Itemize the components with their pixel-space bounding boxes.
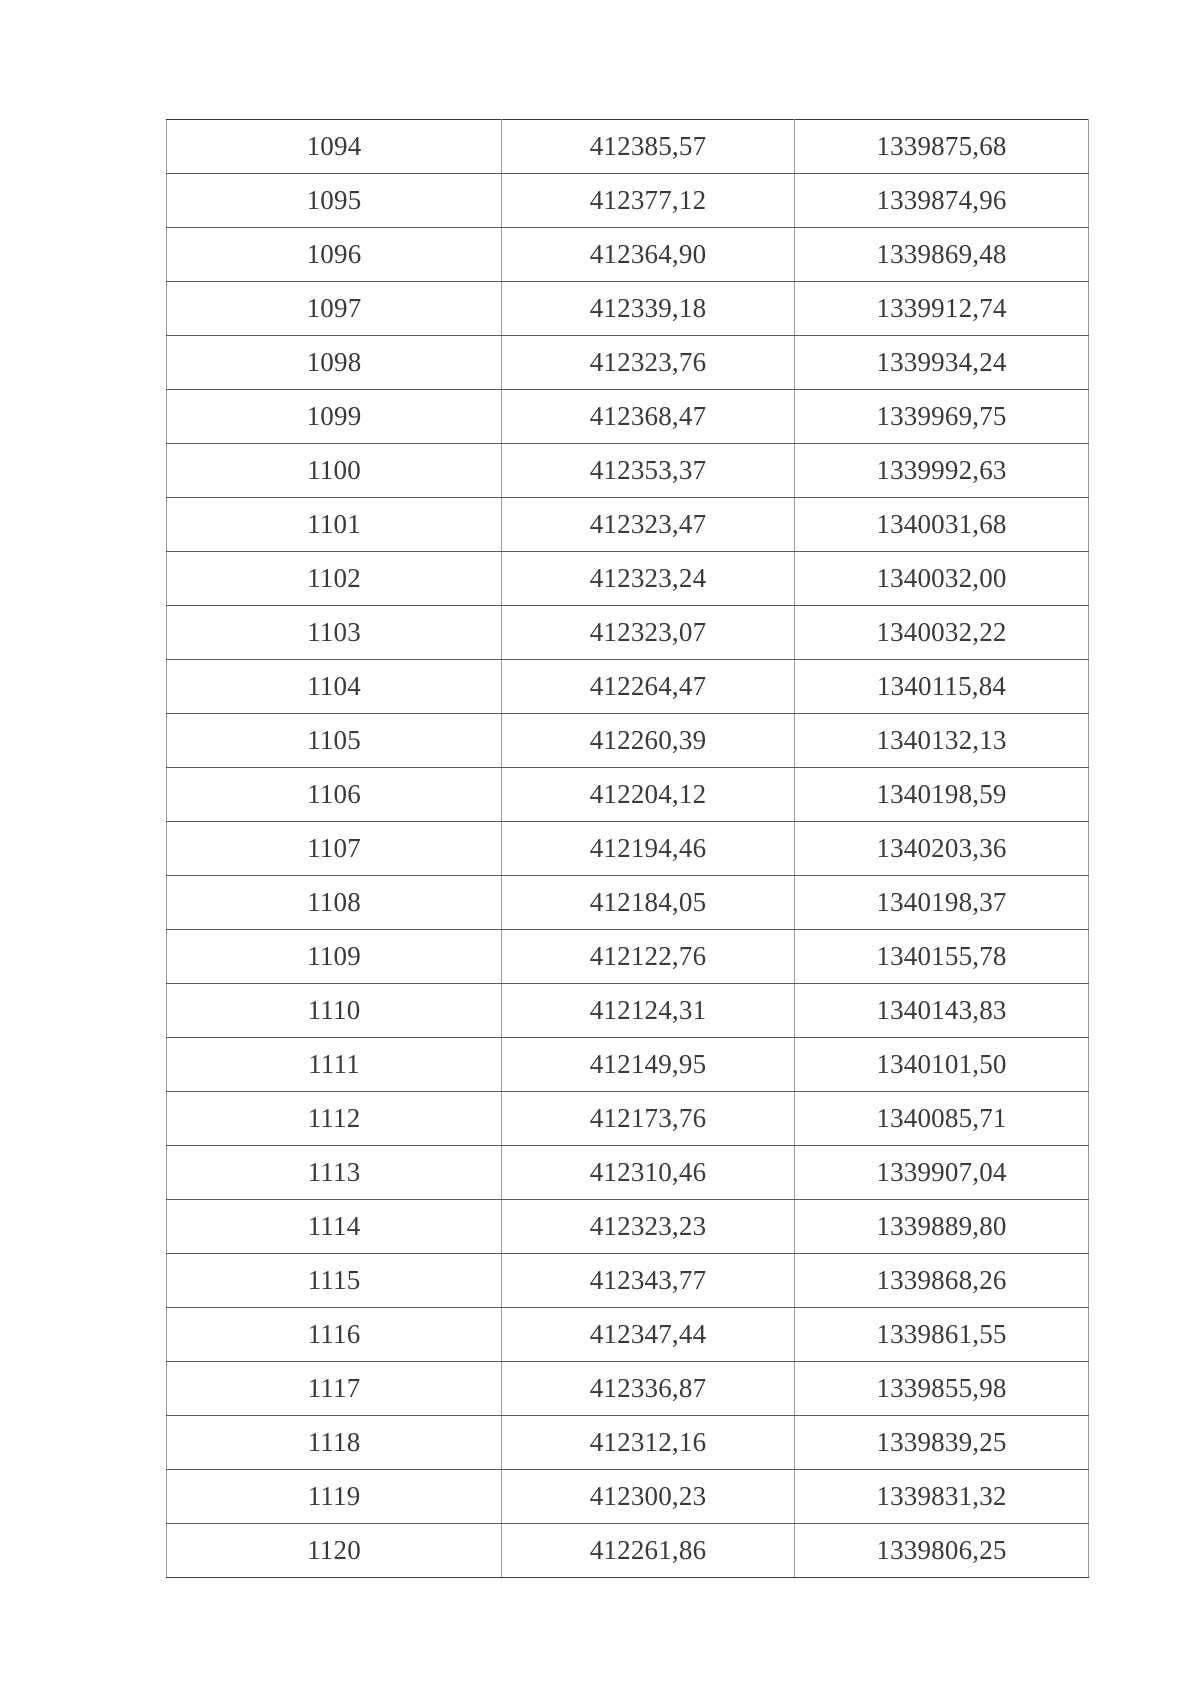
x-coordinate-cell: 412124,31 (502, 984, 795, 1038)
y-coordinate-cell: 1339969,75 (795, 390, 1089, 444)
x-coordinate-cell: 412323,23 (502, 1200, 795, 1254)
point-number-cell: 1117 (167, 1362, 502, 1416)
x-coordinate-cell: 412204,12 (502, 768, 795, 822)
x-coordinate-cell: 412194,46 (502, 822, 795, 876)
point-number-cell: 1095 (167, 174, 502, 228)
table-row (167, 930, 1089, 984)
table-row (167, 768, 1089, 822)
table-row (167, 228, 1089, 282)
x-coordinate-cell: 412368,47 (502, 390, 795, 444)
x-coordinate-cell: 412312,16 (502, 1416, 795, 1470)
x-coordinate-cell: 412300,23 (502, 1470, 795, 1524)
y-coordinate-cell: 1340155,78 (795, 930, 1089, 984)
table-row (167, 390, 1089, 444)
point-number-cell: 1106 (167, 768, 502, 822)
x-coordinate-cell: 412323,07 (502, 606, 795, 660)
y-coordinate-cell: 1340115,84 (795, 660, 1089, 714)
table-row (167, 822, 1089, 876)
y-coordinate-cell: 1340085,71 (795, 1092, 1089, 1146)
table-row (167, 1308, 1089, 1362)
x-coordinate-cell: 412323,47 (502, 498, 795, 552)
y-coordinate-cell: 1339861,55 (795, 1308, 1089, 1362)
table-row (167, 1038, 1089, 1092)
y-coordinate-cell: 1339868,26 (795, 1254, 1089, 1308)
y-coordinate-cell: 1339992,63 (795, 444, 1089, 498)
table-row (167, 336, 1089, 390)
point-number-cell: 1105 (167, 714, 502, 768)
table-row (167, 1470, 1089, 1524)
table-row (167, 1416, 1089, 1470)
y-coordinate-cell: 1339831,32 (795, 1470, 1089, 1524)
y-coordinate-cell: 1339889,80 (795, 1200, 1089, 1254)
y-coordinate-cell: 1340031,68 (795, 498, 1089, 552)
point-number-cell: 1104 (167, 660, 502, 714)
y-coordinate-cell: 1339839,25 (795, 1416, 1089, 1470)
point-number-cell: 1103 (167, 606, 502, 660)
point-number-cell: 1119 (167, 1470, 502, 1524)
point-number-cell: 1110 (167, 984, 502, 1038)
x-coordinate-cell: 412353,37 (502, 444, 795, 498)
y-coordinate-cell: 1339907,04 (795, 1146, 1089, 1200)
x-coordinate-cell: 412377,12 (502, 174, 795, 228)
y-coordinate-cell: 1340203,36 (795, 822, 1089, 876)
table-row (167, 444, 1089, 498)
point-number-cell: 1112 (167, 1092, 502, 1146)
table-row (167, 984, 1089, 1038)
table-row (167, 714, 1089, 768)
point-number-cell: 1109 (167, 930, 502, 984)
point-number-cell: 1118 (167, 1416, 502, 1470)
point-number-cell: 1111 (167, 1038, 502, 1092)
y-coordinate-cell: 1340132,13 (795, 714, 1089, 768)
y-coordinate-cell: 1340143,83 (795, 984, 1089, 1038)
table-row (167, 1146, 1089, 1200)
table-row (167, 1362, 1089, 1416)
x-coordinate-cell: 412184,05 (502, 876, 795, 930)
x-coordinate-cell: 412149,95 (502, 1038, 795, 1092)
x-coordinate-cell: 412310,46 (502, 1146, 795, 1200)
table-row (167, 552, 1089, 606)
y-coordinate-cell: 1340198,59 (795, 768, 1089, 822)
table-row (167, 1200, 1089, 1254)
point-number-cell: 1097 (167, 282, 502, 336)
coordinates-table (166, 119, 1089, 1578)
coordinates-table-body (167, 120, 1089, 1578)
table-row (167, 660, 1089, 714)
table-row (167, 282, 1089, 336)
y-coordinate-cell: 1339806,25 (795, 1524, 1089, 1578)
table-row (167, 120, 1089, 174)
x-coordinate-cell: 412336,87 (502, 1362, 795, 1416)
point-number-cell: 1096 (167, 228, 502, 282)
y-coordinate-cell: 1340032,22 (795, 606, 1089, 660)
y-coordinate-cell: 1340198,37 (795, 876, 1089, 930)
point-number-cell: 1116 (167, 1308, 502, 1362)
table-row (167, 1254, 1089, 1308)
table-row (167, 606, 1089, 660)
y-coordinate-cell: 1339934,24 (795, 336, 1089, 390)
y-coordinate-cell: 1340032,00 (795, 552, 1089, 606)
point-number-cell: 1102 (167, 552, 502, 606)
point-number-cell: 1098 (167, 336, 502, 390)
table-row (167, 1524, 1089, 1578)
point-number-cell: 1101 (167, 498, 502, 552)
point-number-cell: 1120 (167, 1524, 502, 1578)
y-coordinate-cell: 1339912,74 (795, 282, 1089, 336)
point-number-cell: 1107 (167, 822, 502, 876)
table-row (167, 876, 1089, 930)
y-coordinate-cell: 1339874,96 (795, 174, 1089, 228)
x-coordinate-cell: 412173,76 (502, 1092, 795, 1146)
point-number-cell: 1113 (167, 1146, 502, 1200)
point-number-cell: 1099 (167, 390, 502, 444)
y-coordinate-cell: 1339869,48 (795, 228, 1089, 282)
point-number-cell: 1108 (167, 876, 502, 930)
point-number-cell: 1114 (167, 1200, 502, 1254)
x-coordinate-cell: 412364,90 (502, 228, 795, 282)
point-number-cell: 1115 (167, 1254, 502, 1308)
table-row (167, 174, 1089, 228)
x-coordinate-cell: 412261,86 (502, 1524, 795, 1578)
table-row (167, 498, 1089, 552)
y-coordinate-cell: 1340101,50 (795, 1038, 1089, 1092)
point-number-cell: 1094 (167, 120, 502, 174)
x-coordinate-cell: 412122,76 (502, 930, 795, 984)
x-coordinate-cell: 412339,18 (502, 282, 795, 336)
table-row (167, 1092, 1089, 1146)
y-coordinate-cell: 1339855,98 (795, 1362, 1089, 1416)
x-coordinate-cell: 412347,44 (502, 1308, 795, 1362)
x-coordinate-cell: 412323,76 (502, 336, 795, 390)
x-coordinate-cell: 412264,47 (502, 660, 795, 714)
x-coordinate-cell: 412260,39 (502, 714, 795, 768)
x-coordinate-cell: 412343,77 (502, 1254, 795, 1308)
x-coordinate-cell: 412385,57 (502, 120, 795, 174)
x-coordinate-cell: 412323,24 (502, 552, 795, 606)
point-number-cell: 1100 (167, 444, 502, 498)
y-coordinate-cell: 1339875,68 (795, 120, 1089, 174)
